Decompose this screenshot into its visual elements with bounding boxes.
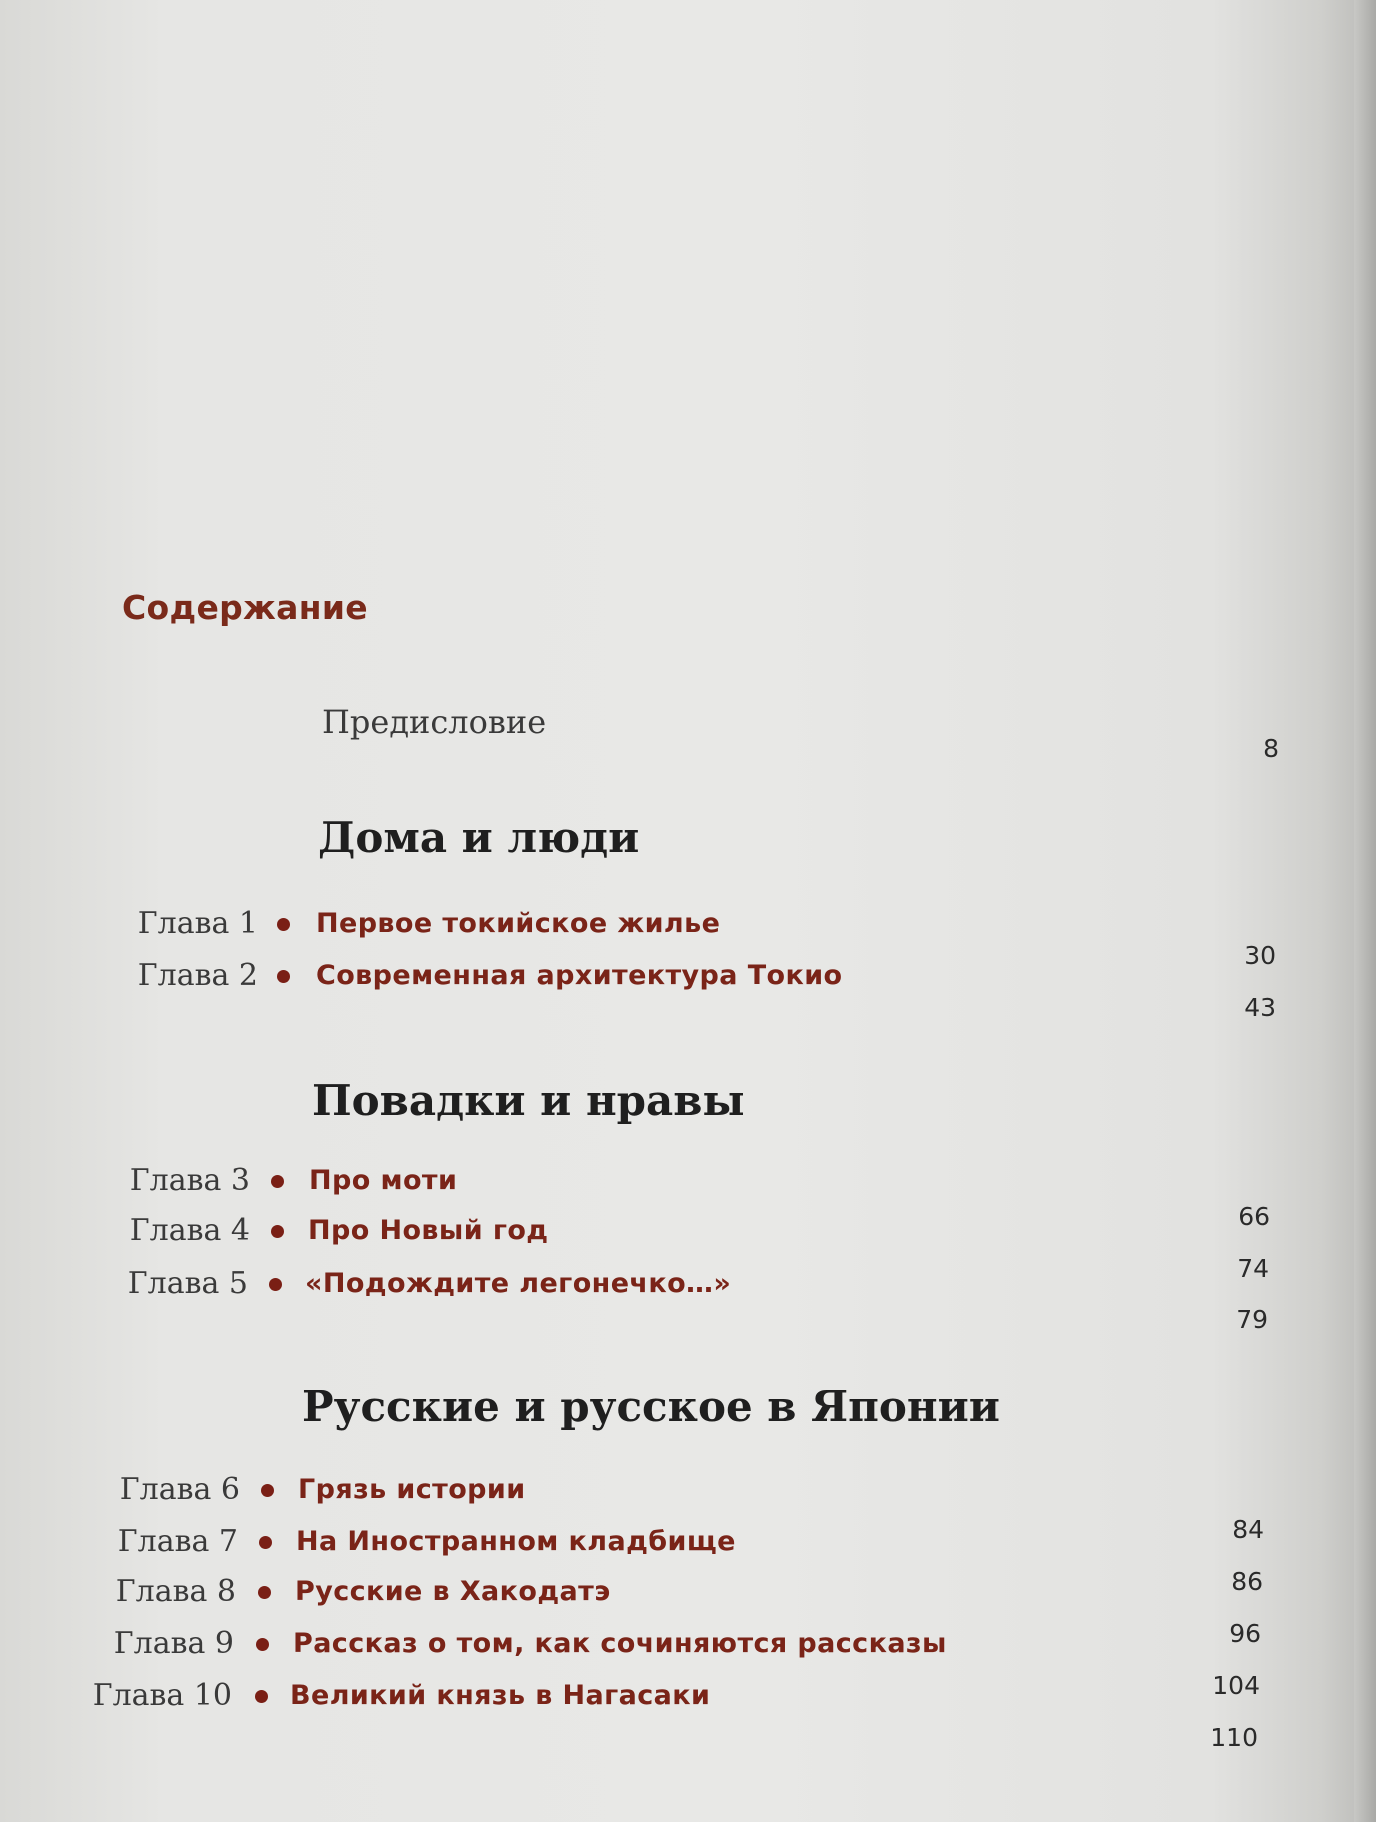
- chapter-title: «Подождите легонечко…»: [305, 1268, 732, 1299]
- chapter-label: Глава 9: [113, 1626, 234, 1661]
- toc-entry-chapter-8: [0, 1574, 1000, 1616]
- chapter-label: Глава 8: [115, 1574, 236, 1609]
- preface-page-number: 8: [1263, 734, 1279, 763]
- toc-entry-chapter-3: [0, 1163, 1000, 1205]
- chapter-title: Великий князь в Нагасаки: [290, 1680, 711, 1711]
- page-number: 66: [1238, 1202, 1270, 1231]
- bullet-icon: [259, 1536, 272, 1549]
- bullet-icon: [271, 1225, 284, 1238]
- chapter-label: Глава 7: [117, 1524, 238, 1559]
- bullet-icon: [256, 1638, 269, 1651]
- bullet-icon: [258, 1586, 271, 1599]
- chapter-label: Глава 10: [92, 1678, 232, 1713]
- page-number: 79: [1236, 1305, 1268, 1334]
- chapter-label: Глава 2: [137, 958, 258, 993]
- section-title-habits-and-customs: Повадки и нравы: [312, 1076, 745, 1125]
- toc-entry-chapter-9: [0, 1626, 1000, 1668]
- chapter-title: Рассказ о том, как сочиняются рассказы: [293, 1628, 947, 1659]
- page-number: 86: [1231, 1567, 1263, 1596]
- bullet-icon: [277, 970, 290, 983]
- section-title-russians-in-japan: Русские и русское в Японии: [302, 1382, 1000, 1431]
- chapter-label: Глава 3: [129, 1163, 250, 1198]
- page-number: 110: [1210, 1723, 1258, 1752]
- bullet-icon: [271, 1175, 284, 1188]
- page-number: 30: [1244, 941, 1276, 970]
- section-title-houses-and-people: Дома и люди: [318, 813, 640, 862]
- page-number: 43: [1244, 993, 1276, 1022]
- bullet-icon: [261, 1484, 274, 1497]
- toc-entry-chapter-4: [0, 1213, 1000, 1255]
- preface-title: Предисловие: [322, 703, 547, 741]
- bullet-icon: [277, 918, 290, 931]
- bullet-icon: [255, 1690, 268, 1703]
- bullet-icon: [269, 1278, 282, 1291]
- toc-entry-chapter-2: [0, 958, 1000, 1000]
- chapter-title: Современная архитектура Токио: [316, 960, 843, 991]
- chapter-title: Про моти: [309, 1165, 458, 1196]
- chapter-title: Грязь истории: [298, 1474, 526, 1505]
- page-number: 74: [1237, 1254, 1269, 1283]
- toc-entry-chapter-10: [0, 1678, 1000, 1720]
- chapter-title: Русские в Хакодатэ: [295, 1576, 611, 1607]
- chapter-title: На Иностранном кладбище: [296, 1526, 736, 1557]
- page-number: 104: [1212, 1671, 1260, 1700]
- chapter-label: Глава 4: [129, 1213, 250, 1248]
- toc-entry-chapter-5: [0, 1266, 1000, 1308]
- toc-entry-chapter-7: [0, 1524, 1000, 1566]
- toc-entry-chapter-6: [0, 1472, 1000, 1514]
- page-number: 96: [1229, 1619, 1261, 1648]
- chapter-label: Глава 1: [137, 906, 258, 941]
- toc-entry-chapter-1: [0, 906, 1000, 948]
- chapter-label: Глава 6: [119, 1472, 240, 1507]
- chapter-title: Первое токийское жилье: [316, 908, 721, 939]
- toc-heading: Содержание: [122, 588, 368, 627]
- chapter-title: Про Новый год: [308, 1215, 549, 1246]
- page-number: 84: [1232, 1515, 1264, 1544]
- chapter-label: Глава 5: [127, 1266, 248, 1301]
- page-edge-shadow: [1354, 0, 1376, 1822]
